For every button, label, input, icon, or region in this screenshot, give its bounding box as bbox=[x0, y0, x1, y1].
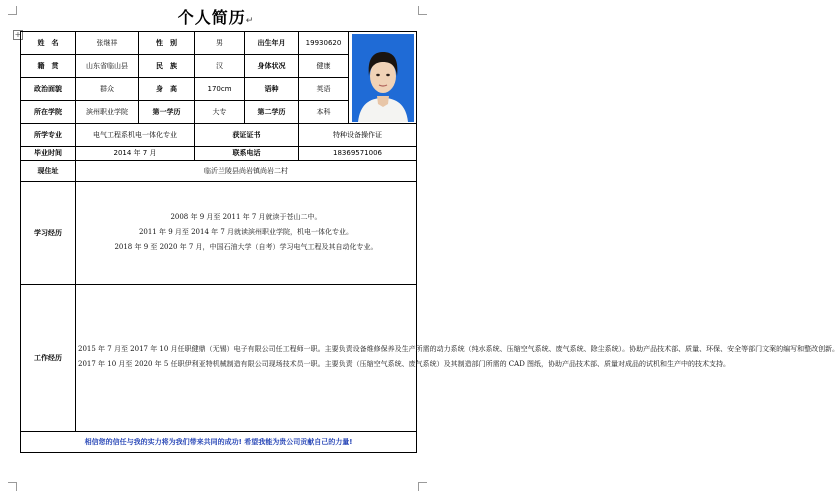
education-entry-1: 2008 年 9 月至 2011 年 7 月就读于苍山二中。 bbox=[170, 212, 322, 221]
page-corner-mark-bottom-left bbox=[8, 482, 17, 491]
value-ethnicity[interactable]: 汉 bbox=[195, 55, 245, 78]
value-second-degree[interactable]: 本科 bbox=[299, 101, 349, 124]
label-height: 身 高 bbox=[139, 78, 195, 101]
label-school: 所在学院 bbox=[21, 101, 76, 124]
value-school[interactable]: 滨州职业学院 bbox=[76, 101, 139, 124]
label-birth: 出生年月 bbox=[245, 32, 299, 55]
portrait-left-eye bbox=[376, 73, 380, 75]
value-phone[interactable]: 18369571006 bbox=[299, 147, 417, 161]
value-gender[interactable]: 男 bbox=[195, 32, 245, 55]
label-gender: 性 别 bbox=[139, 32, 195, 55]
label-political: 政治面貌 bbox=[21, 78, 76, 101]
education-section[interactable] bbox=[76, 182, 417, 285]
label-address: 现住址 bbox=[21, 161, 76, 182]
label-first-degree: 第一学历 bbox=[139, 101, 195, 124]
value-certificate[interactable]: 特种设备操作证 bbox=[299, 124, 417, 147]
value-health[interactable]: 健康 bbox=[299, 55, 349, 78]
table-move-handle-icon[interactable]: + bbox=[14, 30, 22, 39]
value-birth[interactable]: 19930620 bbox=[299, 32, 349, 55]
portrait-right-eye bbox=[386, 73, 390, 75]
value-address[interactable]: 临沂兰陵县尚岩镇尚岩二村 bbox=[76, 161, 417, 182]
motto-banner[interactable]: 相信您的信任与我的实力将为我们带来共同的成功! 希望我能为贵公司贡献自己的力量! bbox=[21, 432, 417, 453]
label-hometown: 籍 贯 bbox=[21, 55, 76, 78]
value-major[interactable]: 电气工程系机电一体化专业 bbox=[76, 124, 195, 147]
label-health: 身体状况 bbox=[245, 55, 299, 78]
value-name[interactable]: 张继祥 bbox=[76, 32, 139, 55]
label-work: 工作经历 bbox=[21, 285, 76, 432]
value-graduation[interactable]: 2014 年 7 月 bbox=[76, 147, 195, 161]
label-ethnicity: 民 族 bbox=[139, 55, 195, 78]
profile-photo bbox=[352, 34, 414, 122]
value-hometown[interactable]: 山东省临山县 bbox=[76, 55, 139, 78]
portrait-illustration bbox=[352, 34, 414, 122]
work-entry-2: 2017 年 10 月至 2020 年 5 任职伊利亚特机械制造有限公司现场技术员一职。主要负责（压缩空气系统、废气系统）及其制造部门所需的 CAD 图纸，协助产品技术部、质量对成品的试机和生产中的技术支持。 bbox=[78, 360, 731, 368]
label-graduation: 毕业时间 bbox=[21, 147, 76, 161]
education-entry-3: 2018 年 9 至 2020 年 7 月，中国石油大学（自考）学习电气工程及其自动化专业。 bbox=[114, 242, 378, 251]
education-entry-2: 2011 年 9 月至 2014 年 7 月就读滨州职业学院，机电一体化专业。 bbox=[138, 227, 354, 236]
document-title-text: 个人简历 bbox=[177, 8, 246, 27]
paragraph-mark: ↵ bbox=[245, 16, 255, 26]
photo-cell[interactable] bbox=[349, 32, 417, 124]
label-second-degree: 第二学历 bbox=[245, 101, 299, 124]
work-section[interactable] bbox=[76, 285, 839, 432]
label-certificate: 获证证书 bbox=[195, 124, 299, 147]
value-language[interactable]: 英语 bbox=[299, 78, 349, 101]
value-first-degree[interactable]: 大专 bbox=[195, 101, 245, 124]
work-entry-1: 2015 年 7 月至 2017 年 10 月任职健鼎（无锡）电子有限公司任工程师一职。主要负责设备维修保养及生产所需的动力系统（纯水系统、压缩空气系统、废气系统、除尘系统）。协助产品技术部、质量、环保、安全等部门文案的编写和整改创新。 bbox=[78, 345, 839, 353]
label-education: 学习经历 bbox=[21, 182, 76, 285]
value-political[interactable]: 群众 bbox=[76, 78, 139, 101]
label-language: 语种 bbox=[245, 78, 299, 101]
label-name: 姓 名 bbox=[21, 32, 76, 55]
document-title bbox=[0, 5, 432, 28]
label-phone: 联系电话 bbox=[195, 147, 299, 161]
value-height[interactable]: 170cm bbox=[195, 78, 245, 101]
resume-table bbox=[20, 31, 839, 453]
page-corner-mark-bottom-right bbox=[418, 482, 427, 491]
label-major: 所学专业 bbox=[21, 124, 76, 147]
